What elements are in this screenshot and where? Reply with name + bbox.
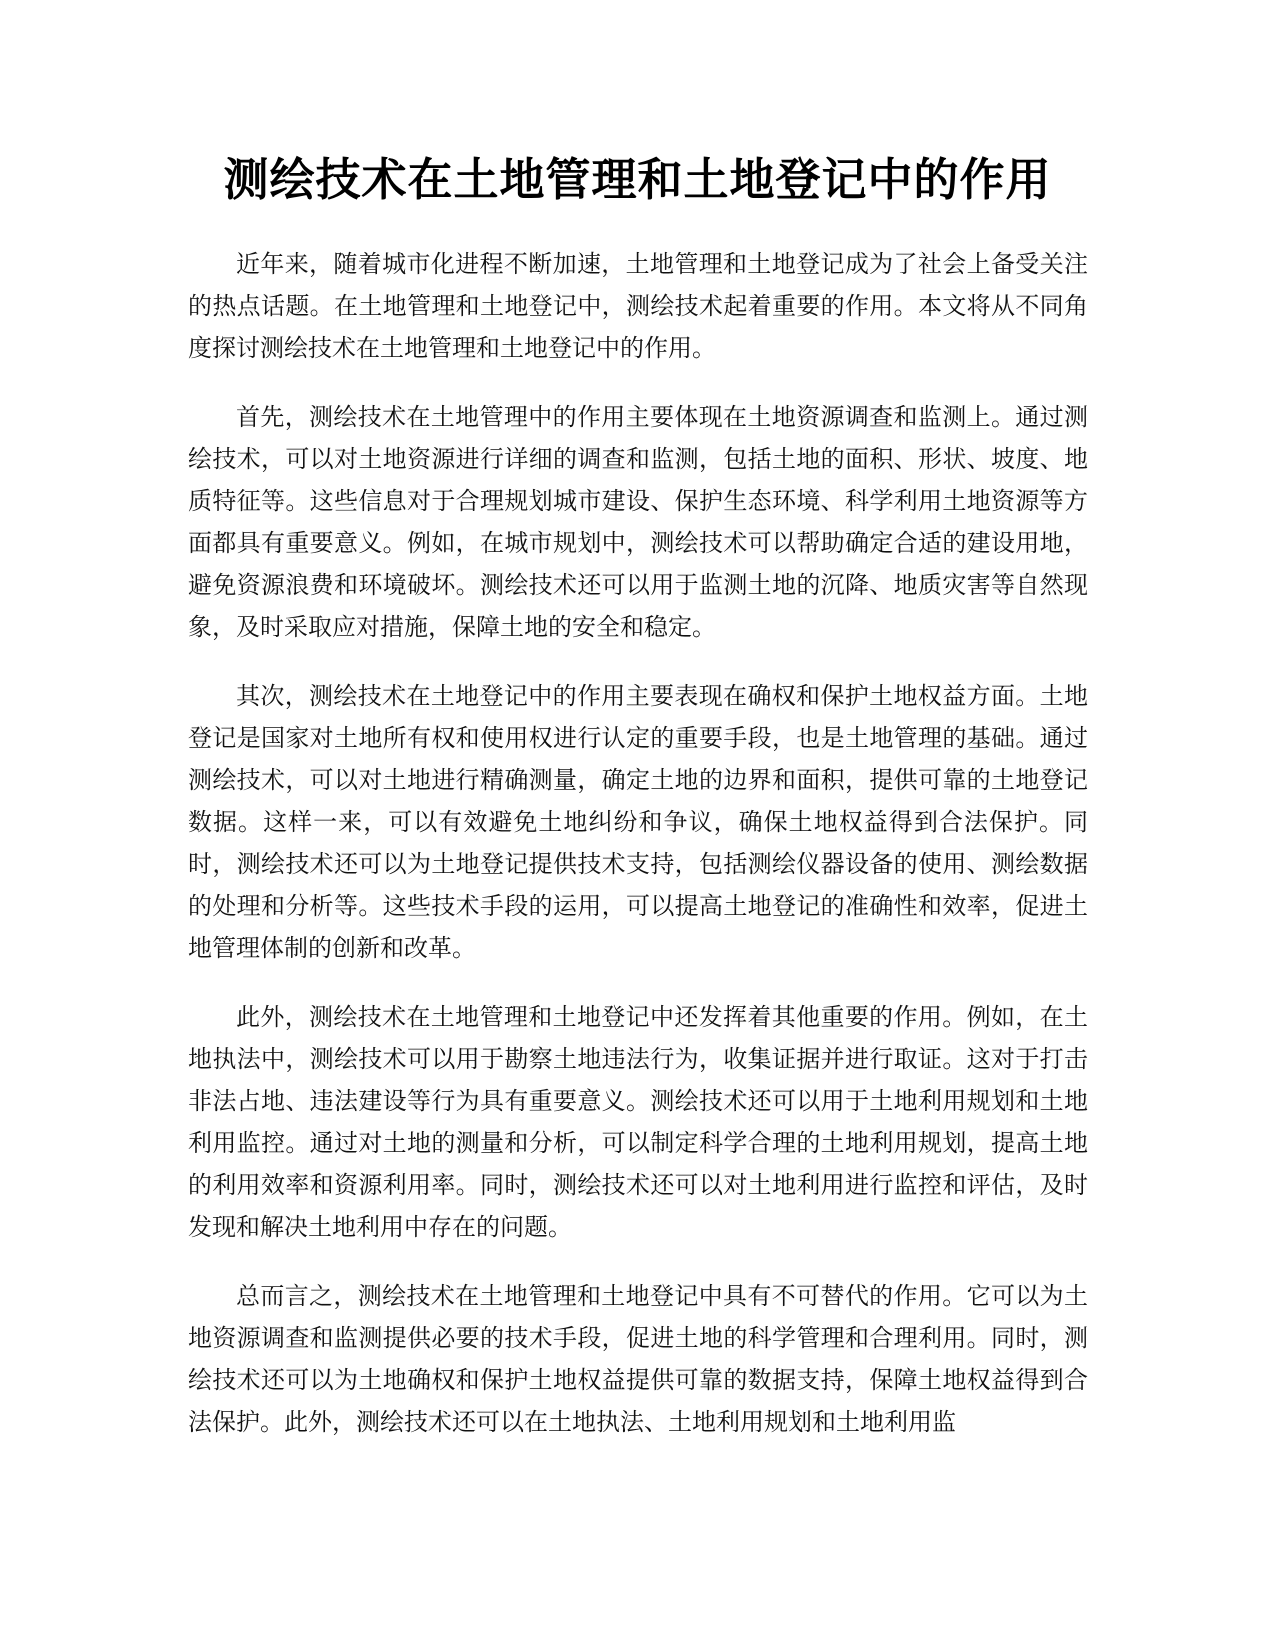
paragraph-2: 首先，测绘技术在土地管理中的作用主要体现在土地资源调查和监测上。通过测绘技术，可以对土地资源进行详细的调查和监测，包括土地的面积、形状、坡度、地质特征等。这些信息对于合理规划城市建设、保护生态环境、科学利用土地资源等方面都具有重要意义。例如，在城市规划中，测绘技术可以帮助确定合适的建设用地，避免资源浪费和环境破坏。测绘技术还可以用于监测土地的沉降、地质灾害等自然现象，及时采取应对措施，保障土地的安全和稳定。: [188, 403, 1088, 641]
page-title: 测绘技术在土地管理和土地登记中的作用: [223, 153, 1052, 206]
paragraph-3: 其次，测绘技术在土地登记中的作用主要表现在确权和保护土地权益方面。土地登记是国家对土地所有权和使用权进行认定的重要手段，也是土地管理的基础。通过测绘技术，可以对土地进行精确测量，确定土地的边界和面积，提供可靠的土地登记数据。这样一来，可以有效避免土地纠纷和争议，确保土地权益得到合法保护。同时，测绘技术还可以为土地登记提供技术支持，包括测绘仪器设备的使用、测绘数据的处理和分析等。这些技术手段的运用，可以提高土地登记的准确性和效率，促进土地管理体制的创新和改革。: [188, 682, 1088, 962]
paragraph-1: 近年来，随着城市化进程不断加速，土地管理和土地登记成为了社会上备受关注的热点话题。在土地管理和土地登记中，测绘技术起着重要的作用。本文将从不同角度探讨测绘技术在土地管理和土地登记中的作用。: [188, 250, 1088, 362]
document-body: [188, 243, 1088, 1470]
paragraph-5: 总而言之，测绘技术在土地管理和土地登记中具有不可替代的作用。它可以为土地资源调查和监测提供必要的技术手段，促进土地的科学管理和合理利用。同时，测绘技术还可以为土地确权和保护土地权益提供可靠的数据支持，保障土地权益得到合法保护。此外，测绘技术还可以在土地执法、土地利用规划和土地利用监: [188, 1282, 1088, 1436]
paragraph-4: 此外，测绘技术在土地管理和土地登记中还发挥着其他重要的作用。例如，在土地执法中，测绘技术可以用于勘察土地违法行为，收集证据并进行取证。这对于打击非法占地、违法建设等行为具有重要意义。测绘技术还可以用于土地利用规划和土地利用监控。通过对土地的测量和分析，可以制定科学合理的土地利用规划，提高土地的利用效率和资源利用率。同时，测绘技术还可以对土地利用进行监控和评估，及时发现和解决土地利用中存在的问题。: [188, 1003, 1088, 1241]
